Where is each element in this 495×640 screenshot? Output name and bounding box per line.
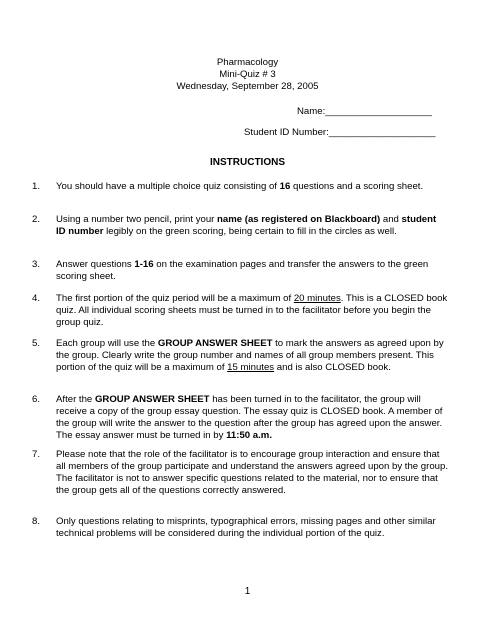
item-number: 7. [32, 449, 41, 460]
course-title: Pharmacology [216, 57, 279, 68]
emphasis-text: GROUP ANSWER SHEET [94, 394, 210, 405]
item-text [56, 338, 448, 374]
text-segment: and [380, 214, 402, 225]
text-segment: You should have a multiple choice quiz consisting of [56, 181, 280, 192]
item-text [56, 181, 448, 193]
instruction-item [32, 338, 448, 374]
item-text [56, 394, 448, 442]
item-number: 5. [32, 338, 41, 349]
emphasis-text: student ID number [56, 214, 437, 237]
name-field: Name:____________________ [297, 106, 432, 117]
text-segment: to mark the answers as agreed upon by the group. Clearly write the group number and names of all group members present. This portion of the quiz will be a maximum of [56, 338, 444, 373]
item-text [56, 516, 448, 540]
text-segment: Answer questions [56, 259, 135, 270]
underlined-text: 20 minutes [293, 293, 341, 304]
emphasis-text: 16 [279, 181, 291, 192]
emphasis-text: GROUP ANSWER SHEET [157, 338, 273, 349]
instruction-item [32, 214, 448, 238]
item-number: 2. [32, 214, 41, 225]
item-number: 3. [32, 259, 41, 270]
underlined-text: 15 minutes [227, 362, 275, 373]
instruction-item [32, 449, 448, 497]
instruction-item [32, 293, 448, 329]
text-segment: Only questions relating to misprints, typographical errors, missing pages and other similar technical problems will be considered during the individual portion of the quiz. [56, 516, 436, 539]
item-number: 6. [32, 394, 41, 405]
text-segment: and is also CLOSED book. [274, 362, 391, 373]
text-segment: The first portion of the quiz period will be a maximum of [56, 293, 294, 304]
item-number: 4. [32, 293, 41, 304]
quiz-date: Wednesday, September 28, 2005 [176, 81, 319, 92]
item-text [56, 449, 448, 497]
emphasis-text: name (as registered on Blackboard) [217, 214, 381, 225]
instruction-item [32, 259, 448, 283]
item-text [56, 293, 448, 329]
text-segment: . This is a CLOSED book quiz. All individual scoring sheets must be turned in to the facilitator before you begin the group quiz. [56, 293, 448, 328]
text-segment: After the [56, 394, 95, 405]
text-segment: has been turned in to the facilitator, the group will receive a copy of the group essay question. The essay quiz is CLOSED book. A member of the group will write the answer to the question after the group has agreed upon the answer. The essay answer must be turned in by [56, 394, 443, 441]
instruction-item [32, 181, 448, 193]
item-text [56, 259, 448, 283]
item-number: 8. [32, 516, 41, 527]
page-number: 1 [244, 586, 251, 597]
instructions-heading: INSTRUCTIONS [210, 157, 285, 168]
item-text [56, 214, 448, 238]
quiz-title: Mini-Quiz # 3 [219, 69, 276, 80]
text-segment: Each group will use the [56, 338, 158, 349]
instruction-item [32, 516, 448, 540]
text-segment: Using a number two pencil, print your [56, 214, 218, 225]
instruction-item [32, 394, 448, 442]
emphasis-text: 11:50 a.m. [226, 430, 272, 441]
text-segment: legibly on the green scoring, being certain to fill in the circles as well. [103, 226, 397, 237]
text-segment: questions and a scoring sheet. [290, 181, 424, 192]
emphasis-text: 1-16 [134, 259, 154, 270]
text-segment: on the examination pages and transfer the answers to the green scoring sheet. [56, 259, 429, 282]
text-segment: Please note that the role of the facilitator is to encourage group interaction and ensure that all members of the group participate and understand the answers agreed upon by the group. The facilitator is not to answer specific questions related to the material, nor to ensure that the group gets all of the questions correctly answered. [56, 449, 448, 496]
student-id-field: Student ID Number:____________________ [244, 127, 436, 138]
item-number: 1. [32, 181, 41, 192]
